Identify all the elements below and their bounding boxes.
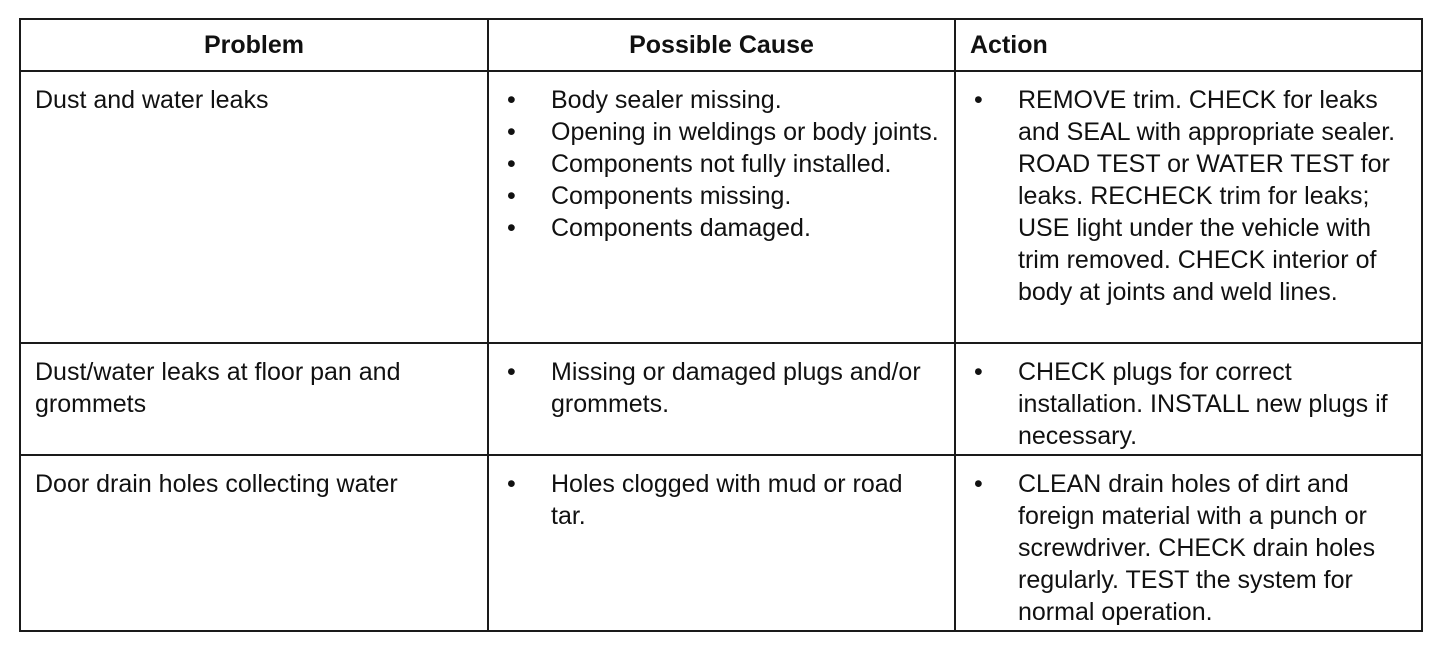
cause-list bbox=[503, 468, 940, 532]
cause-cell bbox=[488, 455, 955, 631]
header-action: Action bbox=[955, 19, 1422, 71]
cause-item: • Missing or damaged plugs and/or grommets. bbox=[503, 356, 940, 420]
action-list bbox=[970, 84, 1413, 308]
header-problem: Problem bbox=[20, 19, 488, 71]
diagnosis-table bbox=[19, 18, 1423, 632]
action-cell bbox=[955, 71, 1422, 343]
cause-cell bbox=[488, 343, 955, 455]
cause-item: • Body sealer missing. bbox=[503, 84, 940, 116]
table-row bbox=[20, 343, 1422, 455]
action-list bbox=[970, 468, 1413, 628]
cause-cell bbox=[488, 71, 955, 343]
table-row bbox=[20, 71, 1422, 343]
cause-item: • Components missing. bbox=[503, 180, 940, 212]
action-item: • CHECK plugs for correct installation. INSTALL new plugs if necessary. bbox=[970, 356, 1413, 452]
header-possible-cause: Possible Cause bbox=[488, 19, 955, 71]
action-item: • REMOVE trim. CHECK for leaks and SEAL with appropriate sealer. ROAD TEST or WATER TEST for leaks. RECHECK trim for leaks; USE light under the vehicle with trim removed. CHECK interior of body at joints and weld lines. bbox=[970, 84, 1413, 308]
cause-item: • Components not fully installed. bbox=[503, 148, 940, 180]
action-list bbox=[970, 356, 1413, 452]
diagnosis-table-container bbox=[19, 18, 1421, 632]
problem-cell: Dust and water leaks bbox=[20, 71, 488, 343]
cause-list bbox=[503, 84, 940, 244]
cause-item: • Holes clogged with mud or road tar. bbox=[503, 468, 940, 532]
problem-cell: Dust/water leaks at floor pan and grommets bbox=[20, 343, 488, 455]
cause-list bbox=[503, 356, 940, 420]
problem-cell: Door drain holes collecting water bbox=[20, 455, 488, 631]
action-cell bbox=[955, 343, 1422, 455]
cause-item: • Components damaged. bbox=[503, 212, 940, 244]
table-row bbox=[20, 455, 1422, 631]
header-row bbox=[20, 19, 1422, 71]
action-item: • CLEAN drain holes of dirt and foreign material with a punch or screwdriver. CHECK drain holes regularly. TEST the system for normal operation. bbox=[970, 468, 1413, 628]
action-cell bbox=[955, 455, 1422, 631]
cause-item: • Opening in weldings or body joints. bbox=[503, 116, 940, 148]
